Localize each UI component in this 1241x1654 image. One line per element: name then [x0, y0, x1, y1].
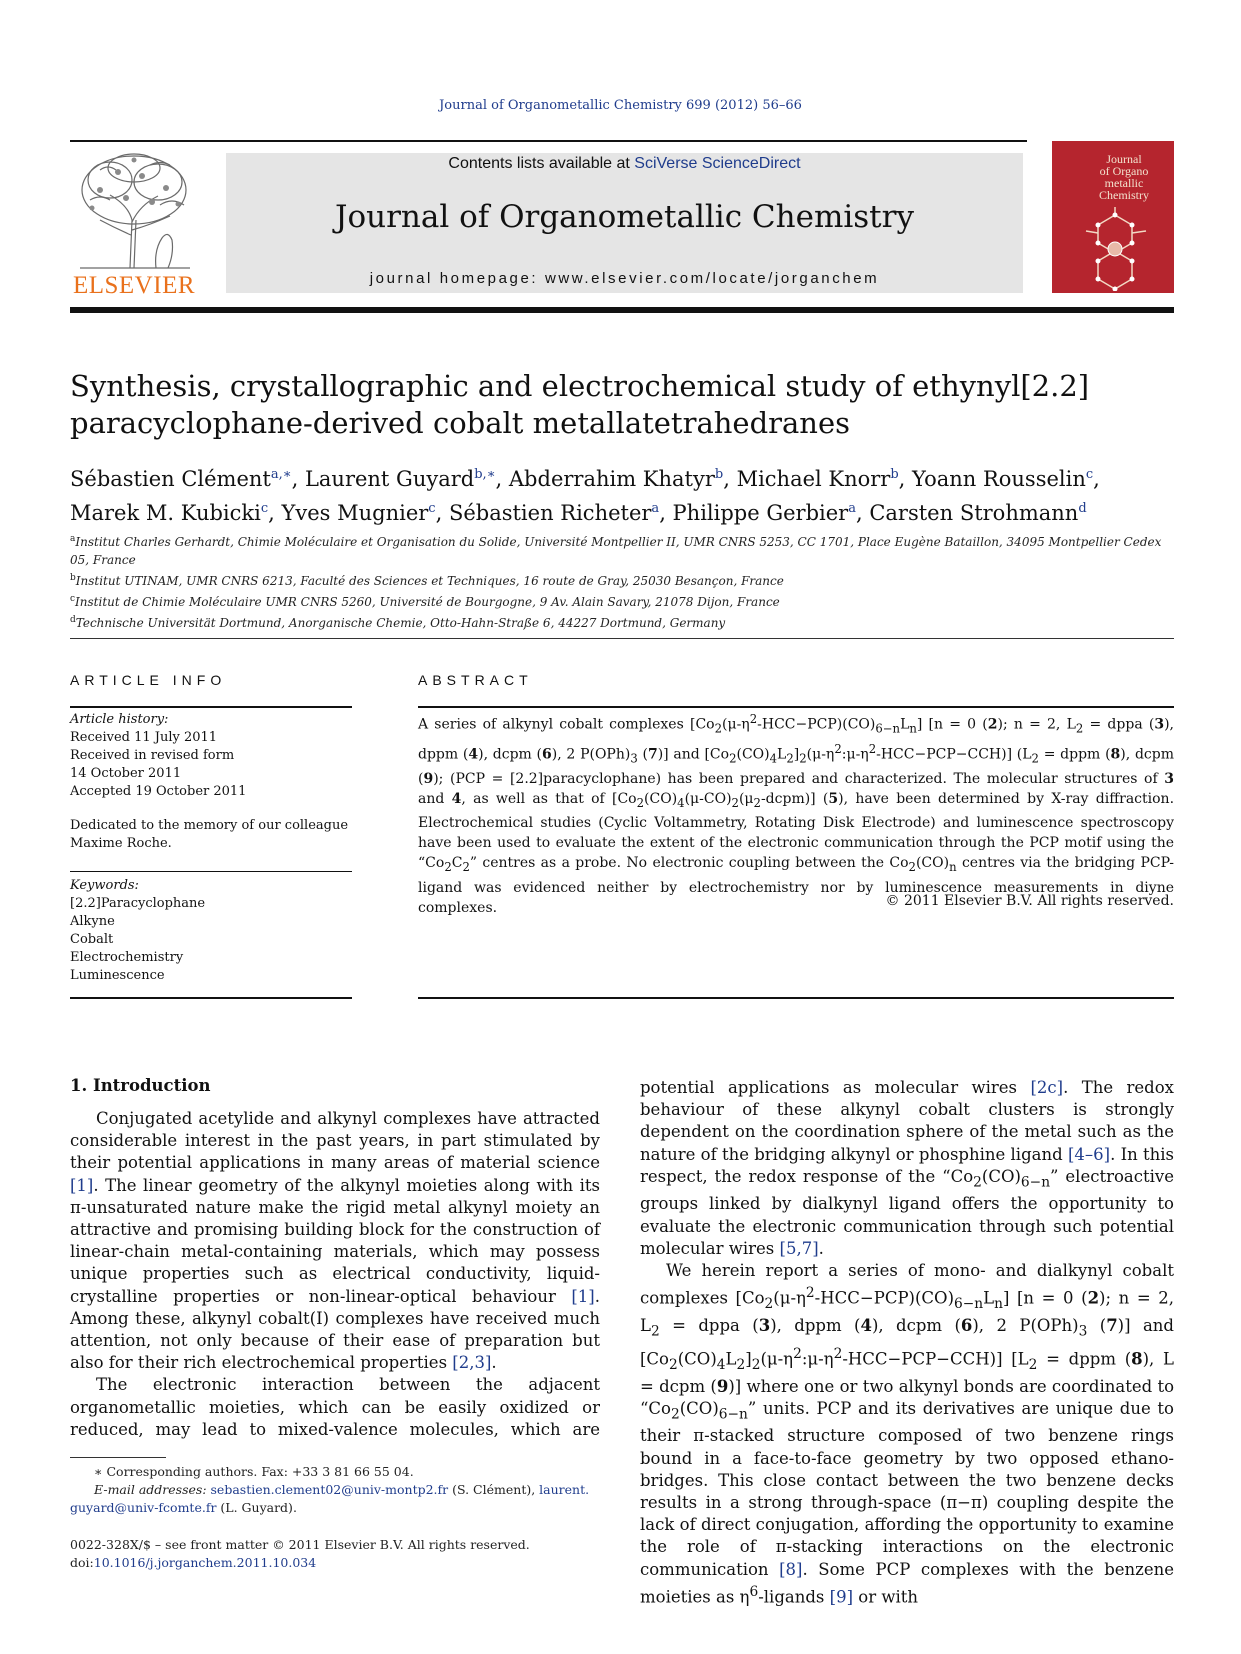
author-affiliation-mark[interactable]: b,∗ — [474, 467, 496, 482]
paragraph-continued: potential applications as molecular wires [2c]. The redox behaviour of these alkynyl cobalt clusters is strongly dependent on the coordination sphere of the metal such as the nature of the bridging alkynyl or phosphine ligand [4–6]. In this respect, the redox response of the “$Co_2(CO)_{6-n}$” electroactive groups linked by dialkynyl ligand offers the opportunity to evaluate the electronic communication through such potential molecular wires [5,7]. — [640, 1078, 1174, 1258]
abstract-text: A series of alkynyl cobalt complexes $[Co_2(\mu-\eta^2-HCC-PCP)(CO)_{6-n}L_n] [n = 0$ (2); n = 2, $L_2$ = dppa (3), dppm (4), dcpm (6), 2 $P(OPh)_3$ (7)] and $[Co_2(CO)_4L_2]_2(\mu-\eta^2:\mu-\eta^2-HCC-PCP-CCH)$] ($L_2$ = dppm (8), dcpm (9); (PCP = [2.2]paracyclophane) has been prepared and characterized. The molecular structures of 3 and 4, as well as that of $[Co_2(CO)_4(\mu-CO)_2(\mu_2-dcpm)]$ (5), have been determined by X-ray diffraction. Electrochemical studies (Cyclic Voltammetry, Rotating Disk Electrode) and luminescence spectroscopy have been used to evaluate the extent of the electronic communication through the PCP motif using the “$Co_2C_2$” centres as a probe. No electronic coupling between the $Co_2(CO)_n$ centres via the bridging PCP-ligand was evidenced neither by electrochemistry nor by luminescence measurements in diyne complexes. — [418, 712, 1175, 916]
author-name: Michael Knorr — [736, 467, 891, 491]
article-history: Article history: Received 11 July 2011 Received in revised form 14 October 2011 Accepted 19 October 2011 — [70, 712, 247, 799]
reference-link[interactable]: [2c] — [1030, 1078, 1064, 1097]
footnote-rule — [70, 1457, 166, 1458]
dedication: Dedicated to the memory of our colleague Maxime Roche. — [70, 818, 349, 851]
reference-link[interactable]: [1] — [571, 1286, 595, 1306]
journal-cover — [1052, 141, 1174, 293]
author-name: Sébastien Richeter — [448, 501, 652, 525]
author-name: Sébastien Clément — [70, 467, 271, 491]
contents-line: Contents lists available at SciVerse ScienceDirect — [448, 155, 801, 172]
email-link[interactable]: laurent. — [539, 1482, 590, 1497]
doi-link[interactable]: 10.1016/j.jorganchem.2011.10.034 — [93, 1555, 317, 1570]
email-link[interactable]: guyard@univ-fcomte.fr — [70, 1500, 217, 1515]
author-name: Yves Mugnier — [281, 501, 429, 525]
author-affiliation-mark[interactable]: b — [890, 467, 899, 482]
cover-title: Journal of Organo metallic Chemistry — [1099, 152, 1149, 202]
paper-title: Synthesis, crystallographic and electrochemical study of ethynyl[2.2] paracyclophane-derived cobalt metallatetrahedranes — [70, 369, 1090, 440]
email-link[interactable]: sebastien.clement02@univ-montp2.fr — [210, 1482, 449, 1497]
journal-homepage[interactable]: journal homepage: www.elsevier.com/locate/jorganchem — [369, 270, 880, 287]
citation-link[interactable]: Journal of Organometallic Chemistry 699 (2012) 56–66 — [439, 98, 802, 113]
keyword: Electrochemistry — [70, 950, 184, 965]
reference-link[interactable]: [4–6] — [1067, 1144, 1111, 1164]
reference-link[interactable]: [5,7] — [779, 1238, 819, 1258]
authors-line-2: Marek M. Kubicki$^c$, Yves Mugnier$^c$, Sébastien Richeter$^a$, Philippe Gerbier$^a$, Carsten Strohmann$^d$ — [70, 501, 1087, 525]
author-affiliation-mark[interactable]: c — [1085, 467, 1094, 482]
article-info-rule — [70, 997, 352, 999]
paragraph: Conjugated acetylide and alkynyl complexes have attracted considerable interest in the past years, in part stimulated by their potential applications in many areas of material science [1]. The linear geometry of the alkynyl moieties along with its π-unsaturated nature make the rigid metal alkynyl moiety an attractive and promising building block for the construction of linear-chain metal-containing materials, which may possess unique properties such as electrical conductivity, liquid-crystalline properties or non-linear-optical behaviour [1]. Among these, alkynyl cobalt(I) complexes have received much attention, not only because of their ease of preparation but also for their rich electrochemical properties [2,3]. — [70, 1109, 600, 1373]
abstract-copyright: © 2011 Elsevier B.V. All rights reserved. — [885, 893, 1174, 909]
affiliation-list — [70, 530, 1174, 632]
affiliation-item: $^c$Institut de Chimie Moléculaire UMR CNRS 5260, Université de Bourgogne, 9 Av. Alain Savary, 21078 Dijon, France — [70, 594, 780, 609]
author-affiliation-mark[interactable]: a — [651, 501, 660, 516]
article-info-rule — [70, 706, 352, 708]
author-name: Carsten Strohmann — [869, 501, 1079, 525]
sciencedirect-link[interactable]: SciVerse ScienceDirect — [634, 155, 801, 172]
authors-line-1: Sébastien Clément$^{a,∗}$, Laurent Guyard$^{b,∗}$, Abderrahim Khatyr$^b$, Michael Knorr$^b$, Yoann Rousselin$^c$, — [70, 467, 1100, 491]
author-affiliation-mark[interactable]: a — [848, 501, 856, 516]
header-thick-rule — [70, 307, 1174, 313]
author-affiliation-mark[interactable]: d — [1078, 501, 1087, 516]
molecule-icon — [1080, 207, 1150, 291]
reference-link[interactable]: [1] — [70, 1175, 94, 1195]
elsevier-wordmark: ELSEVIER — [72, 272, 196, 299]
paragraph: We herein report a series of mono- and dialkynyl cobalt complexes $[Co_2(\mu-\eta^2-HCC-PCP)(CO)_{6-n}L_n] [n = 0$ (2); n = 2, $L_2$ = dppa (3), dppm (4), dcpm (6), 2 $P(OPh)_3$ (7)] and $[Co_2(CO)_4L_2]_2(\mu-\eta^2:\mu-\eta^2-HCC-PCP-CCH)$] [$L_2$ = dppm (8), L = dcpm (9)] where one or two alkynyl bonds are coordinated to “$Co_2(CO)_{6-n}$” units. PCP and its derivatives are unique due to their π-stacked structure composed of two benzene rings bound in a face-to-face geometry by two opposed ethano-bridges. This close contact between the two benzene decks results in a strong through-space (π−π) coupling despite the lack of direct conjugation, affording the opportunity to examine the role of π-stacking interactions on the electronic communication [8]. Some PCP complexes with the benzene moieties as $\eta^6$-ligands [9] or with — [640, 1260, 1175, 1607]
journal-citation[interactable] — [0, 98, 1241, 113]
author-name: Marek M. Kubicki — [70, 501, 261, 525]
abstract-rule — [418, 997, 1174, 999]
body-column-right — [640, 1077, 1174, 1608]
elsevier-logo — [70, 150, 198, 300]
author-name: Laurent Guyard — [304, 467, 475, 491]
body-column-left — [70, 1082, 600, 1440]
affiliation-item: $^b$Institut UTINAM, UMR CNRS 6213, Faculté des Sciences et Techniques, 16 route de Gray, 25030 Besançon, France — [70, 573, 784, 588]
article-info-rule — [70, 871, 352, 872]
doi-line: doi:10.1016/j.jorganchem.2011.10.034 — [70, 1555, 317, 1570]
journal-title: Journal of Organometallic Chemistry — [335, 199, 914, 235]
keyword: [2.2]Paracyclophane — [70, 896, 206, 911]
author-list — [70, 460, 1174, 528]
journal-banner — [226, 153, 1023, 293]
keywords: Keywords: [2.2]Paracyclophane Alkyne Cobalt Electrochemistry Luminescence — [70, 877, 352, 985]
keyword: Cobalt — [70, 932, 114, 947]
author-affiliation-mark[interactable]: b — [714, 467, 724, 482]
author-affiliation-mark[interactable]: c — [428, 501, 436, 516]
author-affiliation-mark[interactable]: c — [260, 501, 269, 516]
abstract-rule — [418, 706, 1174, 708]
reference-link[interactable]: [2,3] — [452, 1353, 492, 1373]
header-top-rule — [70, 140, 1027, 142]
affiliation-item: $^d$Technische Universität Dortmund, Anorganische Chemie, Otto-Hahn-Straße 6, 44227 Dortmund, Germany — [70, 615, 726, 630]
article-front-matter — [70, 1536, 670, 1572]
reference-link[interactable]: [9] — [829, 1587, 854, 1607]
author-name: Abderrahim Khatyr — [508, 467, 715, 491]
article-info-heading: ARTICLE INFO — [70, 672, 227, 688]
section-divider — [70, 638, 1174, 639]
section-heading-introduction: 1. Introduction — [70, 1076, 211, 1095]
issn-line: 0022-328X/$ – see front matter © 2011 Elsevier B.V. All rights reserved. — [70, 1537, 530, 1552]
reference-link[interactable]: [8] — [779, 1559, 803, 1579]
author-name: Philippe Gerbier — [672, 501, 849, 525]
keyword: Luminescence — [70, 968, 165, 983]
abstract-heading: ABSTRACT — [418, 672, 533, 688]
keyword: Alkyne — [70, 914, 115, 929]
author-name: Yoann Rousselin — [912, 467, 1086, 491]
corresponding-author-footnote: ∗ Corresponding authors. Fax: +33 3 81 66 55 04. E-mail addresses: sebastien.clement02@univ-montp2.fr (S. Clément), laurent. guyard@univ-fcomte.fr (L. Guyard). — [70, 1464, 590, 1515]
elsevier-tree-icon — [70, 150, 198, 270]
author-affiliation-mark[interactable]: a,∗ — [270, 467, 292, 482]
affiliation-item: $^a$Institut Charles Gerhardt, Chimie Moléculaire et Organisation du Solide, Université Montpellier II, UMR CNRS 5253, CC 1701, Place Eugène Bataillon, 34095 Montpellier Cedex 05, France — [70, 534, 1162, 567]
paragraph: The electronic interaction between the adjacent organometallic moieties, which can be easily oxidized or reduced, may lead to mixed-valence molecules, which are — [70, 1375, 600, 1439]
